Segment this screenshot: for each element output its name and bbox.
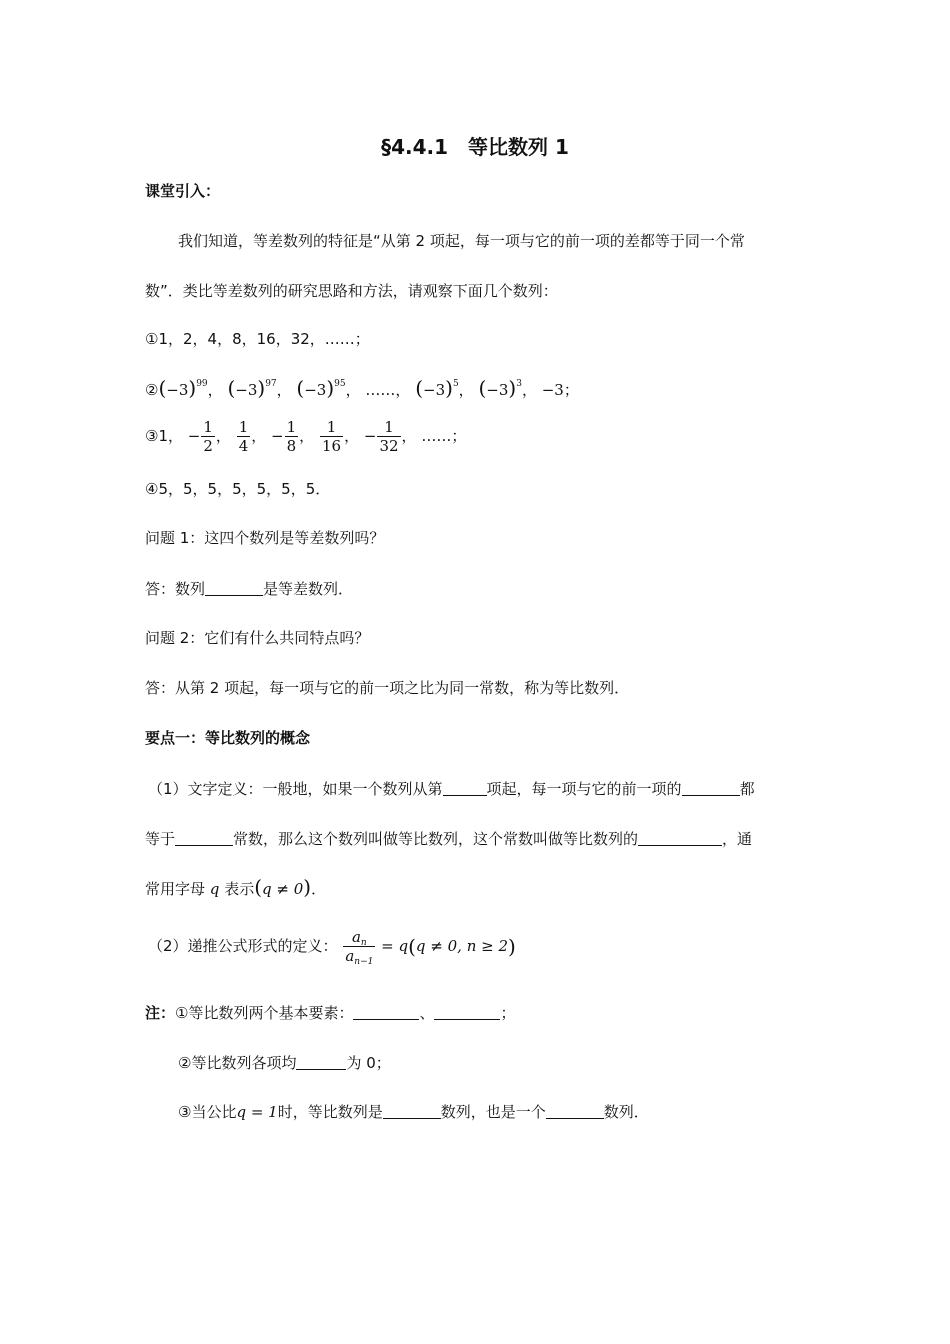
definition-2: （2）递推公式形式的定义： $\frac{a_n}{a_{n-1}}$ = q(q ≠ 0, n ≥ 2) [148,928,516,967]
seq3-fraction: $\frac{1}{4}$ [238,418,249,455]
seq2-last: −3 [541,381,564,399]
note1-blank-a[interactable] [353,1005,419,1020]
point1-heading: 要点一：等比数列的概念 [145,729,311,747]
seq2-base: −3 [423,381,446,399]
sequence-2: $②(-3)^{99}$， $(-3)^{97}$， $(-3)^{95}$， ……， $(-3)^5$， $(-3)^3$， −3； [145,376,579,400]
seq3-fraction: $\frac{1}{8}$ [286,418,297,455]
definition-1-line3: 常用字母 q 表示(q ≠ 0)． [145,875,327,899]
def1-blank-common-ratio[interactable] [638,831,722,846]
seq3-sign: − [187,427,201,445]
seq3-ellipsis: ……； [421,427,467,445]
sequence-1: ①1，2，4，8，16，32，……； [145,330,370,348]
recursive-fraction: $\frac{a_n}{a_{n-1}}$ [345,928,374,967]
definition-1-line1: （1）文字定义：一般地，如果一个数列从第 项起，每一项与它的前一项的 都 [148,780,755,798]
note2-blank[interactable] [296,1055,346,1070]
intro-heading: 课堂引入： [145,182,221,200]
note1-blank-b[interactable] [434,1005,500,1020]
seq2-exponent: 99 [196,379,208,389]
answer-1-blank[interactable] [205,581,263,596]
answer-1: 答：数列 是等差数列． [145,580,354,598]
seq2-exponent: 95 [334,379,346,389]
note3-blank-b[interactable] [546,1104,604,1119]
seq2-exponent: 5 [452,379,459,389]
seq2-base: −3 [166,381,189,399]
seq2-exponent: 3 [516,379,522,389]
sequence-4: ④5，5，5，5，5，5，5． [145,480,331,498]
def1-blank-same[interactable] [175,831,233,846]
question-1: 问题 1：这四个数列是等差数列吗？ [145,529,385,547]
seq3-fraction: $\frac{1}{2}$ [203,418,213,455]
page-title: §4.4.1 等比数列 1 [381,135,569,159]
seq3-sign: − [363,427,377,445]
seq2-exponent: 97 [265,379,277,389]
note-2: ②等比数列各项均 为 0； [178,1054,391,1072]
seq3-marker: ③1， [145,427,183,445]
seq2-base: −3 [304,381,327,399]
intro-paragraph-line2: 数”．类比等差数列的研究思路和方法，请观察下面几个数列： [145,282,558,300]
seq2-ellipsis: …… [365,381,396,399]
note3-blank-a[interactable] [383,1104,441,1119]
seq2-base: −3 [486,381,509,399]
note-1: 注：①等比数列两个基本要素： 、 ； [145,1004,516,1022]
sequence-3: ③1， − $\frac{1}{2}$ ， $\frac{1}{4}$ ， − $\frac{1}{8}$ ， $\frac{1}{16}$ ， − $\frac{1}{32}$ ， ……； [145,418,467,455]
def1-blank-ratio[interactable] [682,781,740,796]
question-2: 问题 2：它们有什么共同特点吗？ [145,629,370,647]
note-3: ③当公比q = 1时，等比数列是 数列，也是一个 数列． [178,1103,649,1121]
definition-1-line2: 等于 常数，那么这个数列叫做等比数列，这个常数叫做等比数列的 ，通 [145,830,753,848]
seq2-marker: ② [145,381,159,399]
seq3-sign: − [271,427,284,445]
seq2-base: −3 [235,381,258,399]
seq3-fraction: $\frac{1}{32}$ [379,418,399,455]
intro-paragraph-line1: 我们知道，等差数列的特征是“从第 2 项起，每一项与它的前一项的差都等于同一个常 [178,232,745,250]
answer-2: 答：从第 2 项起，每一项与它的前一项之比为同一常数，称为等比数列． [145,679,630,697]
def1-blank-start-term[interactable] [443,781,487,796]
seq3-fraction: $\frac{1}{16}$ [321,418,342,455]
